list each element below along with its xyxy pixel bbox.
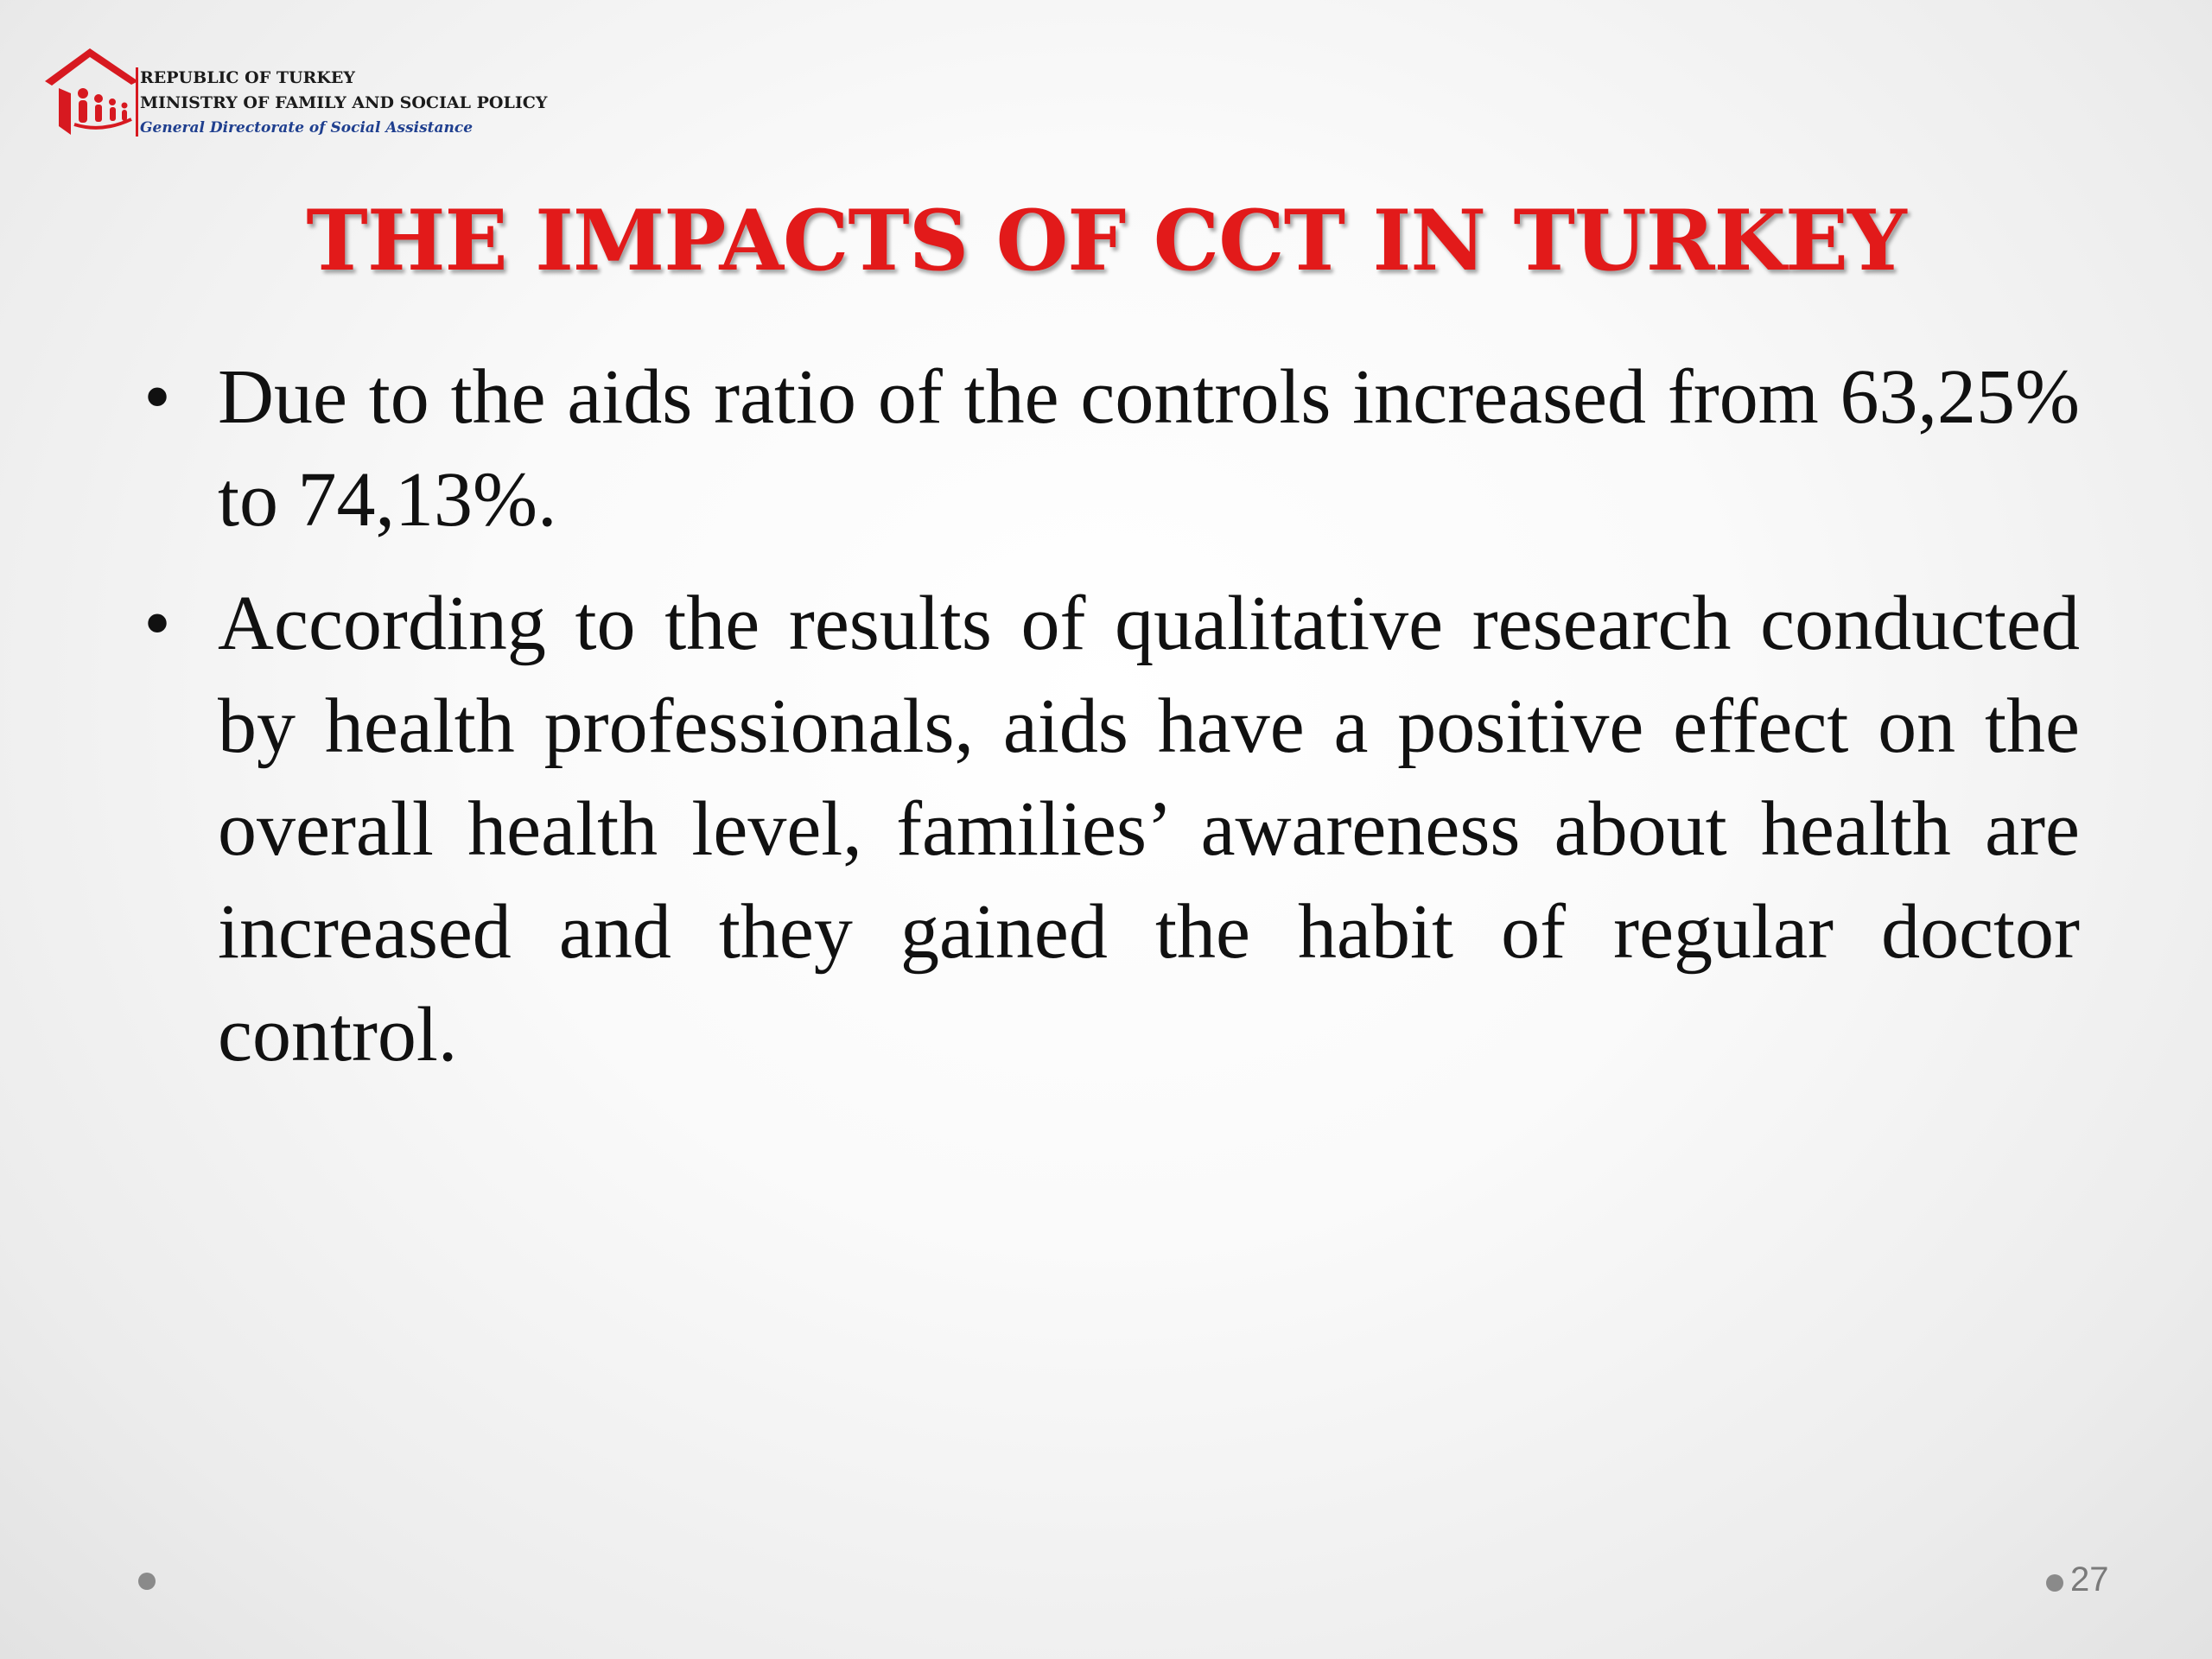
ministry-logo [41,43,145,138]
logo-roof-icon [45,48,138,86]
bullet-text: Due to the aids ratio of the controls increased from 63,25% to 74,13%. [218,354,2080,543]
bullet-icon: • [143,354,171,440]
org-line-republic: REPUBLIC OF TURKEY [140,68,355,87]
slide-title: THE IMPACTS OF CCT IN TURKEY [306,192,1906,289]
page-number: 27 [2070,1560,2109,1599]
org-divider [136,67,138,137]
bullet-item [143,572,2080,1086]
logo-house-icon [59,88,71,135]
bullet-icon: • [143,581,171,666]
bullet-item [143,346,2080,551]
bullet-list [143,346,2080,1107]
footer-right-dot-icon [2046,1574,2063,1592]
org-line-ministry: MINISTRY OF FAMILY AND SOCIAL POLICY [140,93,548,112]
org-line-directorate: General Directorate of Social Assistance [140,119,474,137]
footer-left-dot-icon [138,1573,156,1590]
organization-name [140,66,547,141]
bullet-text: According to the results of qualitative research conducted by health professionals, aids have a positive effect on the overall health level, families’ awareness about health are increased and they gained the habit of regular doctor control. [218,581,2080,1077]
